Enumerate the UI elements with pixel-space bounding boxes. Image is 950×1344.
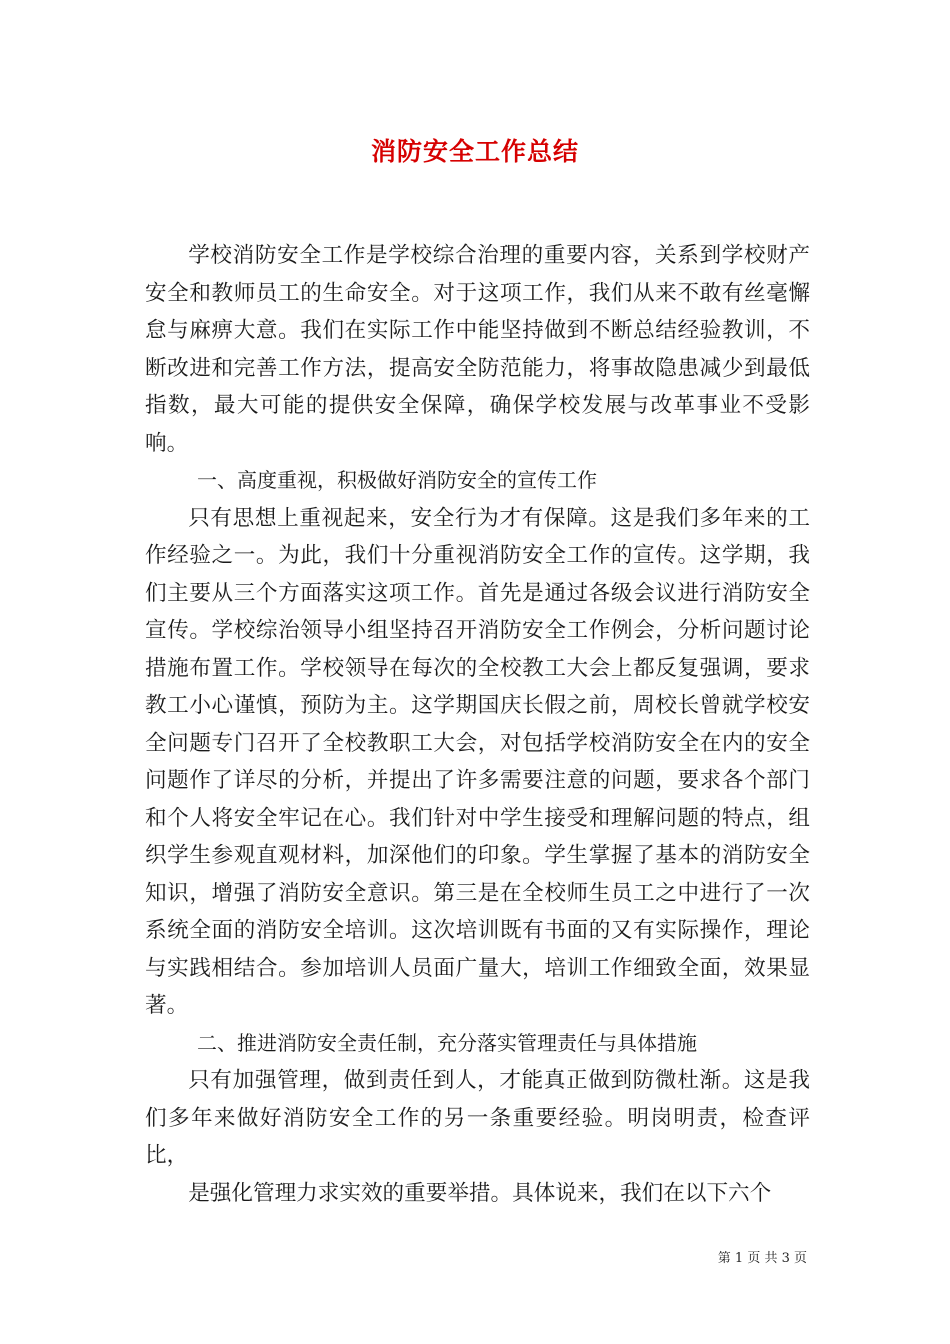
page-number: 第 1 页 共 3 页	[717, 1251, 807, 1266]
document-title: 消防安全工作总结	[370, 137, 579, 166]
section-1-paragraph: 只有思想上重视起来，安全行为才有保障。这是我们多年来的工作经验之一。为此，我们十分重视消防安全工作的宣传。这学期，我们主要从三个方面落实这项工作。首先是通过各级会议进行消防安全宣传。学校综治领导小组坚持召开消防安全工作例会，分析问题讨论措施布置工作。学校领导在每次的全校教工大会上都反复强调，要求教工小心谨慎，预防为主。这学期国庆长假之前，周校长曾就学校安全问题专门召开了全校教职工大会，对包括学校消防安全在内的安全问题作了详尽的分析，并提出了许多需要注意的问题，要求各个部门和个人将安全牢记在心。我们针对中学生接受和理解问题的特点，组织学生参观直观材料，加深他们的印象。学生掌握了基本的消防安全知识，增强了消防安全意识。第三是在全校师生员工之中进行了一次系统全面的消防安全培训。这次培训既有书面的又有实际操作，理论与实践相结合。参加培训人员面广量大，培训工作细致全面，效果显著。	[145, 505, 810, 1018]
document-body	[145, 237, 810, 1212]
section-heading-2: 二、推进消防安全责任制，充分落实管理责任与具体措施	[197, 1030, 697, 1055]
section-heading-1: 一、高度重视，积极做好消防安全的宣传工作	[197, 468, 597, 492]
intro-paragraph: 学校消防安全工作是学校综合治理的重要内容，关系到学校财产安全和教师员工的生命安全。对于这项工作，我们从来不敢有丝毫懈怠与麻痹大意。我们在实际工作中能坚持做到不断总结经验教训，不断改进和完善工作方法，提高安全防范能力，将事故隐患减少到最低指数，最大可能的提供安全保障，确保学校发展与改革事业不受影响。	[145, 243, 810, 456]
section-2-paragraph: 只有加强管理，做到责任到人，才能真正做到防微杜渐。这是我们多年来做好消防安全工作的另一条重要经验。明岗明责，检查评比，	[145, 1068, 810, 1168]
section-2-continuation: 是强化管理力求实效的重要举措。具体说来，我们在以下六个	[188, 1180, 772, 1206]
